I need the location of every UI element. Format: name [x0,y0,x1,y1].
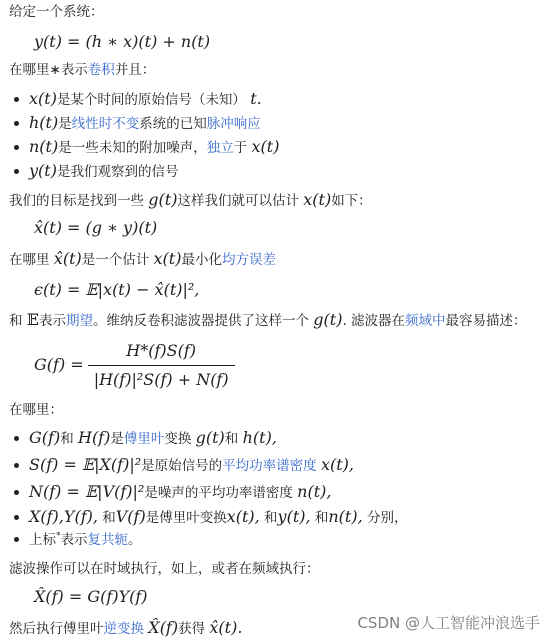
where-suffix: 并且： [114,62,156,78]
bullet-S [14,456,354,475]
math-g: g(t) [195,428,225,447]
final-line [9,619,242,638]
final-text: 然后执行傅里叶 [9,621,104,637]
convolution-link[interactable]: 卷积 [87,62,115,78]
bullet-dot [14,463,19,468]
math-n: n(t), [328,507,363,526]
equation-wiener [34,340,235,391]
impulse-response-link[interactable]: 脉冲响应 [206,116,261,132]
math-XY: X(f),Y(f), [29,507,98,526]
bullet-text: 于 [233,140,248,156]
bullet-text: 。 [128,532,142,548]
bullet-text: 和 [264,510,278,526]
bullet-text: 和 [102,510,116,526]
equation-error: ϵ(t) = 𝔼|x(t) − x̂(t)|², [34,280,200,299]
goal-text: 如下： [331,193,372,209]
wiener-lhs: G(f) = [34,355,84,374]
math-x: x(t) [251,137,280,156]
bullet-text: 是我们观察到的信号 [56,164,179,180]
mse-line [9,250,276,269]
superscript-star: * [56,531,61,541]
expectation-link[interactable]: 期望 [66,313,93,329]
bullet-text: 和 [314,510,329,526]
filter-text: 。维纳反卷积滤波器提供了这样一个 [93,313,309,329]
math-y: y(t) [29,161,57,180]
bullet-dot [14,436,19,441]
bullet-text: 是傅里叶变换 [145,510,227,526]
where2-text: 在哪里： [9,402,63,418]
math-H: H(f) [77,428,111,447]
math-x: x(t) [153,249,182,268]
bullet-text: 是原始信号的 [141,458,223,474]
bullet-text: 变换 [164,431,192,447]
bullet-text: 是噪声的平均功率谱密度 [144,485,293,501]
bullet-G [14,429,277,448]
bullet-XYV [14,508,407,527]
lti-link[interactable]: 线性时不变 [71,116,140,132]
equation-frequency: X̂(f) = G(f)Y(f) [34,587,148,606]
mse-text: 在哪里 [9,252,50,268]
intro-text: 给定一个系统： [9,4,104,20]
bullet-dot [14,169,19,174]
where-prefix: 在哪里 [9,62,50,78]
psd-link[interactable]: 平均功率谱密度 [222,458,317,474]
bullet-dot [14,490,19,495]
bullet-dot [14,145,19,150]
math-x: x(t) [29,89,57,108]
inverse-transform-link[interactable]: 逆变换 [103,621,144,637]
filter-text: . 滤波器在 [342,313,406,329]
bullet-x [14,90,262,109]
goal-text: 我们的目标是找到一些 [9,193,144,209]
equation-system: y(t) = (h ∗ x)(t) + n(t) [34,32,211,51]
math-x: x(t) [303,190,332,209]
bullet-dot [14,97,19,102]
frequency-domain-link[interactable]: 频域中 [405,313,446,329]
math-Xhat: X̂(f) [148,618,179,637]
equation-estimate: x̂(t) = (g ∗ y)(t) [34,218,158,237]
math-g: g(t) [313,310,343,329]
complex-conjugate-link[interactable]: 复共轭 [87,532,128,548]
bullet-n [14,138,279,157]
wiener-denominator: |H(f)|²S(f) + N(f) [88,365,235,391]
bullet-text: 系统的已知 [139,116,207,132]
fourier-link[interactable]: 傅里叶 [123,431,165,447]
filter-line [9,311,527,330]
math-n: n(t), [297,482,332,501]
math-n: n(t) [29,137,59,156]
mse-link[interactable]: 均方误差 [221,252,276,268]
filter-text: 最容易描述： [445,313,527,329]
bullet-text: 和 [60,431,74,447]
math-g: g(t) [148,190,178,209]
math-h: h(t) [29,113,59,132]
math-expectation: 𝔼 [26,310,39,329]
math-V: V(f) [115,507,146,526]
csdn-watermark: CSDN @人工智能冲浪选手 [357,614,540,632]
math-xhat: x̂(t). [209,618,243,637]
convolution-star: ∗ [49,62,61,78]
final-text: 获得 [178,621,206,637]
where-mid: 表示 [60,62,88,78]
math-x: x(t), [226,507,260,526]
math-t: t. [250,89,262,108]
bullet-text: 上标 [29,532,56,548]
mse-text: 是一个估计 [81,252,150,268]
independent-link[interactable]: 独立 [206,140,234,156]
bullet-y [14,162,178,181]
math-x: x(t), [320,455,354,474]
bullet-text: 表示 [60,532,88,548]
bullet-text: 和 [224,431,239,447]
filter-operation-text: 滤波操作可以在时域执行，如上，或者在频域执行： [9,561,320,577]
bullet-N [14,483,331,502]
bullet-text: 分别， [366,510,408,526]
wiener-numerator: H*(f)S(f) [126,341,196,360]
bullet-text: 是某个时间的原始信号（未知） [56,92,246,108]
where-line [9,61,155,79]
math-xhat: x̂(t) [53,249,82,268]
math-N: N(f) = 𝔼|V(f)|² [29,482,145,501]
bullet-text: 是 [58,116,72,132]
goal-text: 这样我们就可以估计 [177,193,299,209]
bullet-text: 是 [110,431,124,447]
math-G: G(f) [29,428,61,447]
mse-text: 最小化 [181,252,222,268]
filter-text: 表示 [39,313,66,329]
bullet-conjugate [14,531,142,549]
math-y: y(t), [277,507,311,526]
goal-line [9,191,372,210]
bullet-text: 是一些未知的附加噪声， [58,140,207,156]
bullet-dot [14,537,19,542]
math-S: S(f) = 𝔼|X(f)|² [29,455,142,474]
bullet-h [14,114,261,133]
bullet-dot [14,121,19,126]
bullet-dot [14,515,19,520]
math-h: h(t), [242,428,277,447]
wiener-fraction [88,340,235,391]
filter-text: 和 [9,313,23,329]
